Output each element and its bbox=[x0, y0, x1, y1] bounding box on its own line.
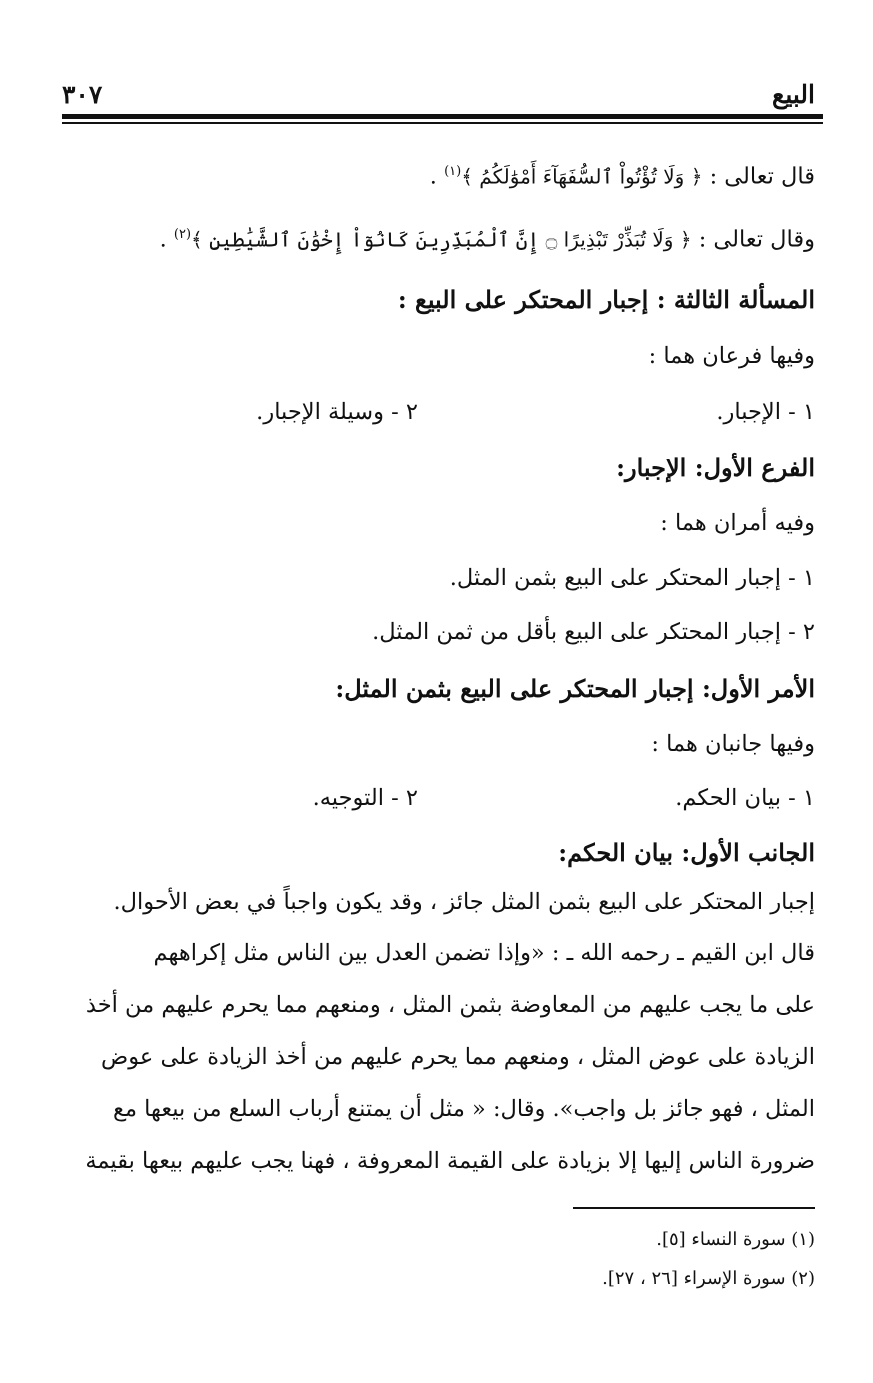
branch-intro: وفيه أمران هما : bbox=[660, 510, 815, 536]
verse-line-1 bbox=[430, 155, 815, 194]
quote-line: ضرورة الناس إليها إلا بزيادة على القيمة المعروفة ، فهنا يجب عليهم بيعها بقيمة bbox=[85, 1148, 815, 1174]
ruling-paragraph: إجبار المحتكر على البيع بثمن المثل جائز ، وقد يكون واجباً في بعض الأحوال. bbox=[113, 889, 815, 915]
verse-trail: . bbox=[429, 163, 445, 190]
list-item: ١ - بيان الحكم. bbox=[675, 785, 815, 811]
footnote: (١) سورة النساء [٥]. bbox=[656, 1229, 815, 1250]
list-item: ١ - إجبار المحتكر على البيع بثمن المثل. bbox=[449, 565, 815, 591]
quran-verse: ﴿ وَلَا تُؤْتُواْ ٱلسُّفَهَآءَ أَمْوَٰلَكُمُ ﴾ bbox=[461, 164, 703, 189]
matter-heading: الأمر الأول: إجبار المحتكر على البيع بثمن المثل: bbox=[335, 674, 815, 703]
quote-line: قال ابن القيم ـ رحمه الله ـ : «وإذا تضمن العدل بين الناس مثل إكراههم bbox=[153, 940, 815, 966]
matter-intro: وفيها جانبان هما : bbox=[651, 731, 815, 757]
running-header-title: البيع bbox=[772, 80, 815, 109]
quran-verse: ﴿ وَلَا تُبَذِّرْ تَبْذِيرًا ۝ إِنَّ ٱلْمُبَذِّرِينَ كَانُوٓاْ إِخْوَٰنَ ٱلشَّيَٰطِينِ ﴾ bbox=[191, 227, 692, 252]
quote-line: الزيادة على عوض المثل ، ومنعهم مما يحرم عليهم من أخذ الزيادة على عوض bbox=[101, 1044, 815, 1070]
list-item: ٢ - وسيلة الإجبار. bbox=[256, 399, 418, 425]
footnote-separator bbox=[573, 1207, 815, 1209]
verse-line-2 bbox=[160, 218, 815, 257]
page-number: ٣٠٧ bbox=[62, 80, 103, 109]
footnote-ref: (١) bbox=[444, 164, 462, 179]
verse-lead: قال تعالى : bbox=[702, 163, 815, 190]
list-item: ٢ - إجبار المحتكر على البيع بأقل من ثمن المثل. bbox=[372, 619, 815, 645]
footnote-ref: (٢) bbox=[173, 227, 192, 242]
list-item: ١ - الإجبار. bbox=[716, 399, 815, 425]
header-rule-thick bbox=[62, 114, 823, 119]
list-item: ٢ - التوجيه. bbox=[312, 785, 418, 811]
branch-heading: الفرع الأول: الإجبار: bbox=[616, 453, 815, 482]
verse-lead: وقال تعالى : bbox=[691, 226, 815, 253]
side-heading: الجانب الأول: بيان الحكم: bbox=[558, 838, 815, 867]
quote-line: على ما يجب عليهم من المعاوضة بثمن المثل ، ومنعهم مما يحرم عليهم من أخذ bbox=[85, 992, 815, 1018]
verse-trail: . bbox=[159, 226, 174, 253]
section-intro: وفيها فرعان هما : bbox=[648, 343, 815, 369]
footnote: (٢) سورة الإسراء [٢٦ ، ٢٧]. bbox=[602, 1268, 815, 1289]
header-rule-thin bbox=[62, 122, 823, 124]
quote-line: المثل ، فهو جائز بل واجب». وقال: « مثل أن يمتنع أرباب السلع من بيعها مع bbox=[112, 1096, 815, 1122]
ibn-qayyim-quote bbox=[56, 927, 815, 1187]
section-heading: المسألة الثالثة : إجبار المحتكر على البيع : bbox=[397, 285, 815, 314]
